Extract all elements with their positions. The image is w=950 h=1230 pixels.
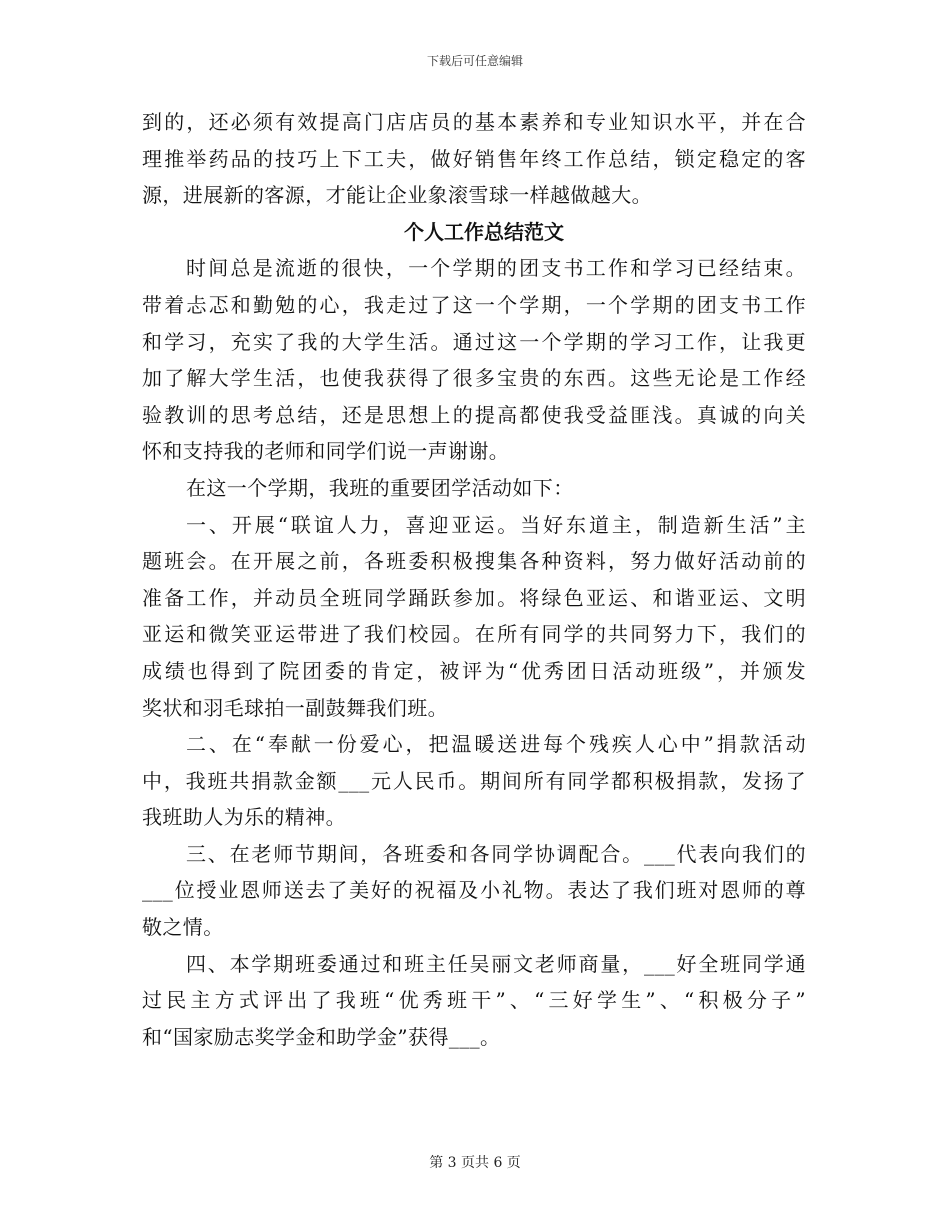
text-line: 到的，还必须有效提高门店店员的基本素养和专业知识水平，并在合 bbox=[142, 110, 806, 134]
text-line: 带着忐忑和勤勉的心，我走过了这一个学期，一个学期的团支书工作 bbox=[142, 292, 806, 317]
text-line: 源，进展新的客源，才能让企业象滚雪球一样越做越大。 bbox=[142, 183, 652, 208]
text-line: 敬之情。 bbox=[142, 915, 224, 940]
text-line: 加了解大学生活，也使我获得了很多宝贵的东西。这些无论是工作经 bbox=[142, 366, 806, 391]
text-line: 验教训的思考总结，还是思想上的提高都使我受益匪浅。真诚的向关 bbox=[142, 402, 806, 427]
page-header: 下载后可任意编辑 bbox=[426, 54, 523, 68]
text-line: 时间总是流逝的很快，一个学期的团支书工作和学习已经结束。 bbox=[186, 256, 806, 281]
text-line: 一、开展“联谊人力，喜迎亚运。当好东道主，制造新生活”主 bbox=[186, 512, 806, 537]
text-line: 和学习，充实了我的大学生活。通过这一个学期的学习工作，让我更 bbox=[142, 329, 806, 354]
page-footer: 第 3 页共 6 页 bbox=[429, 1155, 521, 1171]
text-line: 题班会。在开展之前，各班委积极搜集各种资料，努力做好活动前的 bbox=[142, 549, 806, 574]
text-line: 在这一个学期，我班的重要团学活动如下： bbox=[186, 475, 574, 500]
document-body bbox=[142, 104, 806, 1055]
text-line: 准备工作，并动员全班同学踊跃参加。将绿色亚运、和谐亚运、文明 bbox=[142, 585, 806, 610]
text-line: 我班助人为乐的精神。 bbox=[142, 805, 346, 830]
text-line: 奖状和羽毛球拍一副鼓舞我们班。 bbox=[142, 695, 448, 720]
text-line: 三、在老师节期间，各班委和各同学协调配合。___代表向我们的 bbox=[186, 841, 806, 866]
section-title: 个人工作总结范文 bbox=[404, 219, 564, 244]
text-line: 理推举药品的技巧上下工夫，做好销售年终工作总结，锁定稳定的客 bbox=[142, 146, 806, 171]
text-line: 成绩也得到了院团委的肯定，被评为“优秀团日活动班级”，并颁发 bbox=[142, 658, 806, 683]
text-line: 中，我班共捐款金额___元人民币。期间所有同学都积极捐款，发扬了 bbox=[142, 768, 806, 793]
text-line: ___位授业恩师送去了美好的祝福及小礼物。表达了我们班对恩师的尊 bbox=[142, 878, 806, 903]
text-line: 和“国家励志奖学金和助学金”获得___。 bbox=[142, 1024, 501, 1049]
text-line: 怀和支持我的老师和同学们说一声谢谢。 bbox=[142, 439, 510, 464]
text-line: 二、在“奉献一份爱心，把温暖送进每个残疾人心中”捐款活动 bbox=[186, 732, 806, 757]
text-line: 亚运和微笑亚运带进了我们校园。在所有同学的共同努力下，我们的 bbox=[142, 622, 806, 647]
text-line: 四、本学期班委通过和班主任吴丽文老师商量，___好全班同学通 bbox=[186, 951, 806, 976]
text-line: 过民主方式评出了我班“优秀班干”、“三好学生”、“积极分子” bbox=[142, 988, 806, 1013]
